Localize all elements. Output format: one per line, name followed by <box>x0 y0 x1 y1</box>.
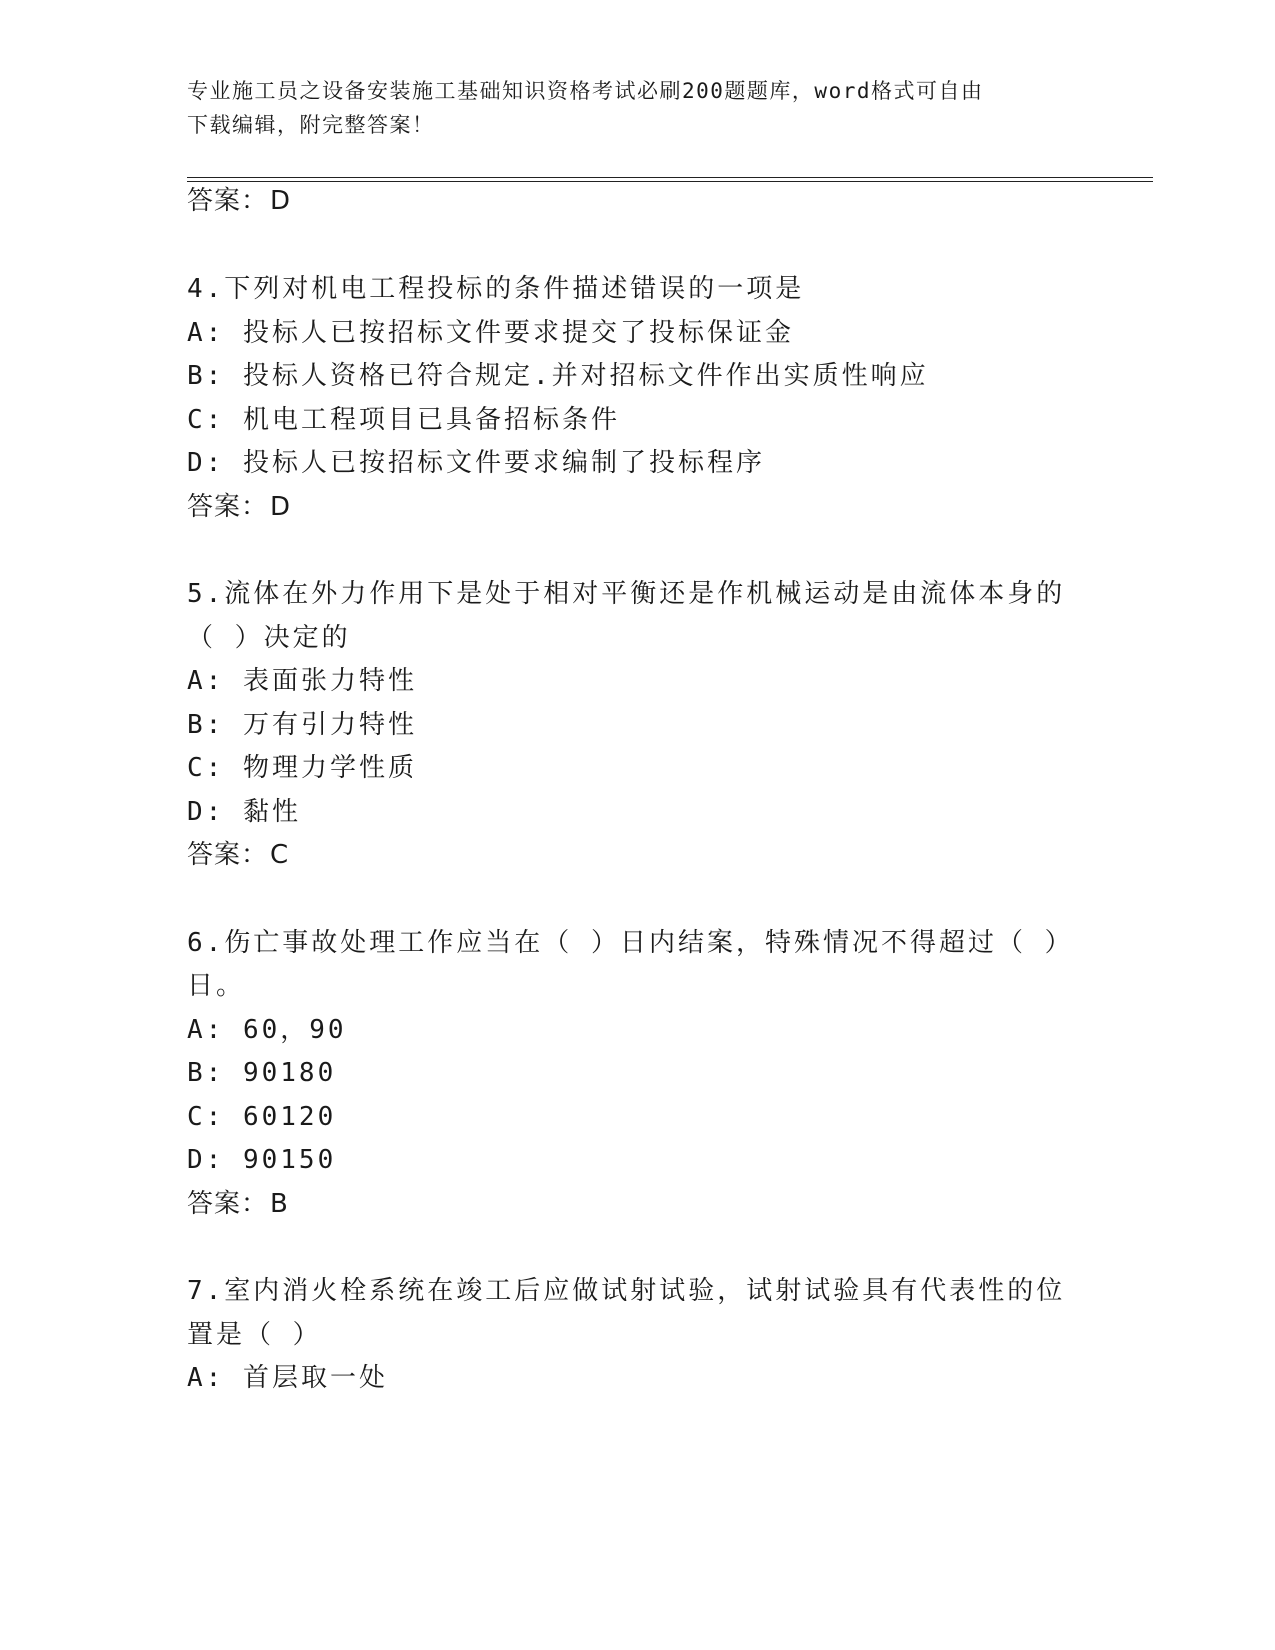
question-6-stem-line-2: 日。 <box>187 971 246 1001</box>
question-5-option-b: B: 万有引力特性 <box>187 710 417 740</box>
question-5-answer <box>187 838 289 872</box>
question-5-option-a: A: 表面张力特性 <box>187 666 417 696</box>
question-6-stem-line-1: 6.伤亡事故处理工作应当在（ ）日内结案，特殊情况不得超过（ ） <box>187 928 1074 958</box>
question-6-option-c: C: 60120 <box>187 1102 337 1132</box>
question-7-stem-line-2: 置是（ ） <box>187 1320 322 1350</box>
answer-label: 答案： <box>187 840 269 870</box>
question-6-option-a: A: 60，90 <box>187 1015 347 1045</box>
question-4-answer <box>187 490 291 524</box>
question-6-option-d: D: 90150 <box>187 1145 337 1175</box>
question-4-option-c: C: 机电工程项目已具备招标条件 <box>187 405 620 435</box>
answer-label: 答案： <box>187 492 269 522</box>
header-divider <box>187 177 1153 182</box>
question-5-option-c: C: 物理力学性质 <box>187 753 417 783</box>
answer-label: 答案： <box>187 1189 269 1219</box>
question-7-stem-line-1: 7.室内消火栓系统在竣工后应做试射试验，试射试验具有代表性的位 <box>187 1276 1066 1306</box>
answer-value: D <box>270 492 292 522</box>
answer-prev <box>187 184 291 218</box>
question-6-answer <box>187 1187 289 1221</box>
answer-label: 答案： <box>187 186 269 216</box>
question-5-stem-line-2: （ ）决定的 <box>187 623 351 653</box>
answer-value: D <box>270 186 292 216</box>
question-4-option-b: B: 投标人资格已符合规定.并对招标文件作出实质性响应 <box>187 361 929 391</box>
document-intro <box>187 74 1067 142</box>
question-5-option-d: D: 黏性 <box>187 797 301 827</box>
question-5-stem-line-1: 5.流体在外力作用下是处于相对平衡还是作机械运动是由流体本身的 <box>187 579 1066 609</box>
question-4-option-d: D: 投标人已按招标文件要求编制了投标程序 <box>187 448 765 478</box>
question-4-option-a: A: 投标人已按招标文件要求提交了投标保证金 <box>187 318 794 348</box>
answer-value: C <box>270 840 290 870</box>
intro-line-2: 下载编辑，附完整答案！ <box>187 113 435 137</box>
intro-line-1: 专业施工员之设备安装施工基础知识资格考试必刷200题题库，word格式可自由 <box>187 79 984 103</box>
question-6-option-b: B: 90180 <box>187 1058 337 1088</box>
question-4-stem: 4.下列对机电工程投标的条件描述错误的一项是 <box>187 274 805 304</box>
answer-value: B <box>270 1189 289 1219</box>
question-7-option-a: A: 首层取一处 <box>187 1363 388 1393</box>
